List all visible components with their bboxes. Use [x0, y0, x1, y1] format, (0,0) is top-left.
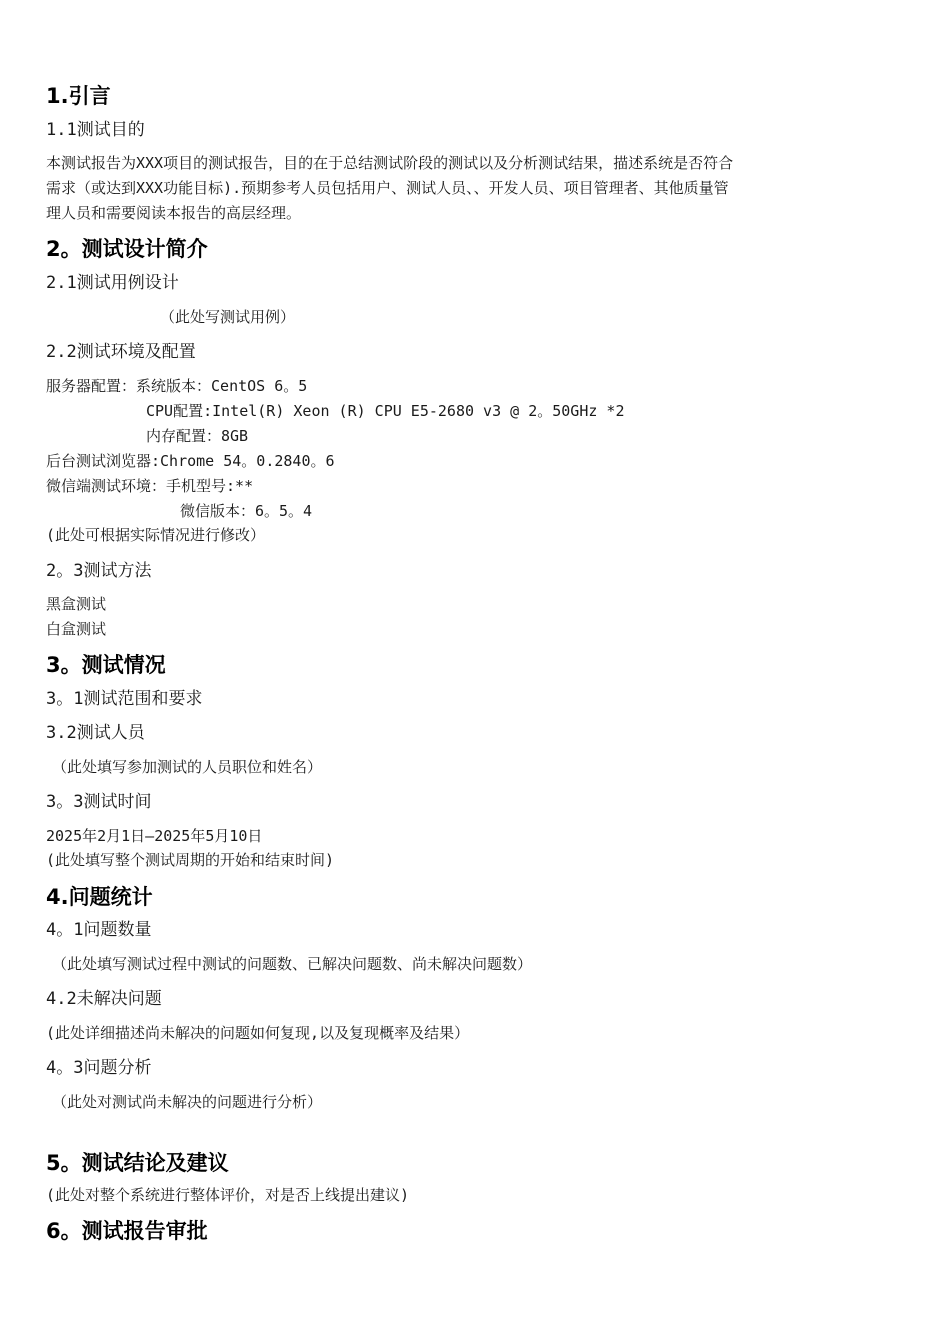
issue-analysis-note: （此处对测试尚未解决的问题进行分析） [52, 1093, 323, 1111]
subheading-issue-analysis: 4。3问题分析 [46, 1058, 152, 1078]
subheading-test-method: 2。3测试方法 [46, 561, 152, 581]
subheading-unresolved-issues: 4.2未解决问题 [46, 989, 162, 1009]
subheading-issue-count: 4。1问题数量 [46, 920, 152, 940]
heading-introduction: 1.引言 [46, 84, 111, 108]
wechat-version: 微信版本：6。5。4 [180, 502, 313, 520]
subheading-test-case-design: 2.1测试用例设计 [46, 273, 179, 293]
backend-browser: 后台测试浏览器:Chrome 54。0.2840。6 [46, 452, 335, 470]
unresolved-issues-note: (此处详细描述尚未解决的问题如何复现,以及复现概率及结果） [46, 1024, 470, 1042]
wechat-environment: 微信端测试环境：手机型号:** [46, 477, 254, 495]
method-black-box: 黑盒测试 [46, 595, 107, 613]
server-config: 服务器配置：系统版本：CentOS 6。5 [46, 377, 308, 395]
heading-test-design: 2。测试设计简介 [46, 237, 208, 261]
staff-note: （此处填写参加测试的人员职位和姓名） [52, 758, 323, 776]
subheading-test-environment: 2.2测试环境及配置 [46, 342, 196, 362]
heading-test-status: 3。测试情况 [46, 653, 166, 677]
subheading-test-time: 3。3测试时间 [46, 792, 152, 812]
subheading-test-staff: 3.2测试人员 [46, 723, 145, 743]
cpu-config: CPU配置:Intel(R) Xeon (R) CPU E5-2680 v3 @ 2。50GHz *2 [146, 402, 625, 420]
memory-config: 内存配置：8GB [146, 427, 249, 445]
test-time-note: (此处填写整个测试周期的开始和结束时间) [46, 851, 335, 869]
purpose-line-1: 本测试报告为XXX项目的测试报告，目的在于总结测试阶段的测试以及分析测试结果，描述系统是否符合 [46, 154, 734, 172]
subheading-test-scope: 3。1测试范围和要求 [46, 689, 203, 709]
heading-report-approval: 6。测试报告审批 [46, 1219, 208, 1243]
purpose-line-3: 理人员和需要阅读本报告的高层经理。 [46, 204, 302, 222]
method-white-box: 白盒测试 [46, 620, 107, 638]
purpose-line-2: 需求（或达到XXX功能目标).预期参考人员包括用户、测试人员、、开发人员、项目管理者、其他质量管 [46, 179, 729, 197]
test-time-range: 2025年2月1日—2025年5月10日 [46, 827, 263, 845]
conclusion-note: (此处对整个系统进行整体评价，对是否上线提出建议) [46, 1186, 410, 1204]
subheading-test-purpose: 1.1测试目的 [46, 120, 145, 140]
test-case-note: （此处写测试用例） [160, 308, 296, 326]
heading-issue-statistics: 4.问题统计 [46, 885, 153, 909]
issue-count-note: （此处填写测试过程中测试的问题数、已解决问题数、尚未解决问题数） [52, 955, 533, 973]
environment-note: (此处可根据实际情况进行修改） [46, 526, 266, 544]
heading-conclusion: 5。测试结论及建议 [46, 1151, 229, 1175]
